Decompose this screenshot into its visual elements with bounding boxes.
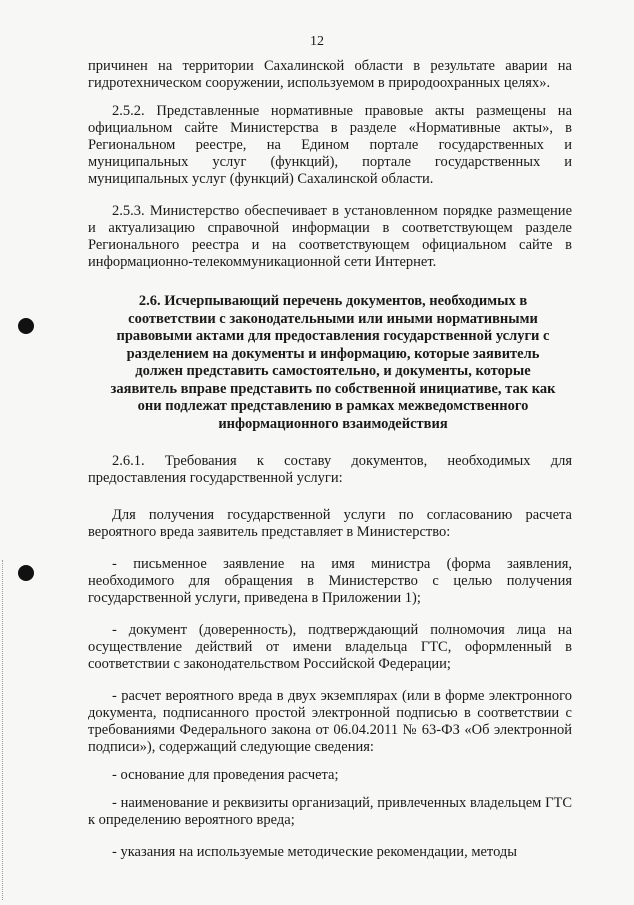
binder-hole-lower (18, 565, 34, 581)
list-item-harm-calculation: - расчет вероятного вреда в двух экземплярах (или в форме электронного документа, подписанного простой электронной подписью в соответствии с требованиями Федерального закона от 06.04.2011 № 63-ФЗ «Об электронной подписи»), содержащий следующие сведения: (88, 688, 572, 755)
list-item-calculation-basis: - основание для проведения расчета; (112, 767, 339, 783)
list-item-organizations: - наименование и реквизиты организаций, привлеченных владельцем ГТС к определению вероятного вреда; (88, 795, 572, 828)
binder-hole-upper (18, 318, 34, 334)
list-item-methods: - указания на используемые методические рекомендации, методы (112, 844, 518, 860)
scan-edge-dots (2, 560, 4, 900)
paragraph-requirements-intro: Для получения государственной услуги по согласованию расчета вероятного вреда заявитель представляет в Министерство: (88, 507, 572, 540)
list-item-power-of-attorney: - документ (доверенность), подтверждающий полномочия лица на осуществление действий от имени владельца ГТС, оформленный в соответствии с законодательством Российской Федерации; (88, 622, 572, 672)
list-item-application: - письменное заявление на имя министра (форма заявления, необходимого для обращения в Министерство с целью получения государственной услуги, приведена в Приложении 1); (88, 556, 572, 606)
paragraph-2-5-2: 2.5.2. Представленные нормативные правовые акты размещены на официальном сайте Министерства в разделе «Нормативные акты», в Региональном реестре, на Едином портале государственных и муниципальных услуг (функций), портале государственных и муниципальных услуг (функций) Сахалинской области. (88, 103, 572, 187)
paragraph-2-6-1: 2.6.1. Требования к составу документов, необходимых для предоставления государственной услуги: (88, 453, 572, 486)
section-heading-2-6: 2.6. Исчерпывающий перечень документов, необходимых в соответствии с законодательными или иными нормативными правовыми актами для предоставления государственной услуги с разделением на документы и информацию, которые заявитель должен представить самостоятельно, и документы, которые заявитель вправе представить по собственной инициативе, так как они подлежат представлению в рамках межведомственного информационного взаимодействия (110, 293, 556, 432)
document-body (88, 58, 572, 861)
paragraph-2-5-3: 2.5.3. Министерство обеспечивает в установленном порядке размещение и актуализацию справочной информации в соответствующем разделе Регионального реестра и на соответствующем официальном сайте в информационно-телекоммуникационной сети Интернет. (88, 203, 572, 270)
page-number: 12 (310, 34, 324, 49)
paragraph-continuation: причинен на территории Сахалинской области в результате аварии на гидротехническом сооружении, используемом в природоохранных целях». (88, 58, 572, 91)
